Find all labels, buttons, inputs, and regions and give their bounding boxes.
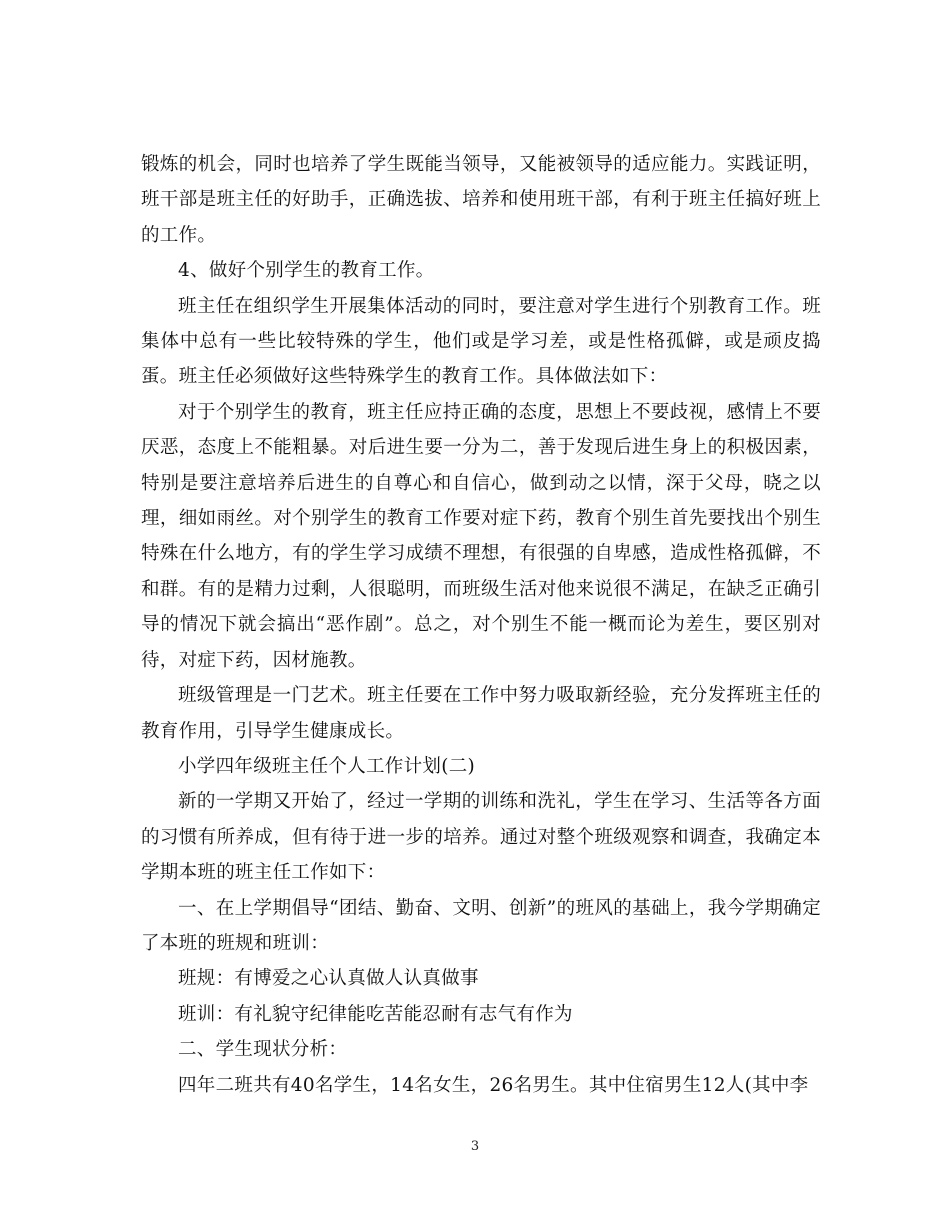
page-number: 3 [470, 1139, 480, 1154]
paragraph: 对于个别学生的教育，班主任应持正确的态度，思想上不要歧视，感情上不要厌恶，态度上不能粗暴。对后进生要一分为二，善于发现后进生身上的积极因素，特别是要注意培养后进生的自尊心和自信心，做到动之以情，深于父母，晓之以理，细如雨丝。对个别学生的教育工作要对症下药，教育个别生首先要找出个别生特殊在什么地方，有的学生学习成绩不理想，有很强的自卑感，造成性格孤僻，不和群。有的是精力过剩，人很聪明，而班级生活对他来说很不满足，在缺乏正确引导的情况下就会搞出“恶作剧”。总之，对个别生不能一概而论为差生，要区别对待，对症下药，因材施教。 [141, 401, 821, 671]
paragraph: 班主任在组织学生开展集体活动的同时，要注意对学生进行个别教育工作。班集体中总有一些比较特殊的学生，他们或是学习差，或是性格孤僻，或是顽皮捣蛋。班主任必须做好这些特殊学生的教育工作。具体做法如下： [141, 295, 821, 388]
paragraph: 班规：有博爱之心认真做人认真做事 [178, 968, 479, 990]
paragraph: 四年二班共有40名学生，14名女生，26名男生。其中住宿男生12人(其中李 [178, 1074, 809, 1096]
paragraph: 新的一学期又开始了，经过一学期的训练和洗礼，学生在学习、生活等各方面的习惯有所养成，但有待于进一步的培养。通过对整个班级观察和调查，我确定本学期本班的班主任工作如下： [141, 791, 821, 884]
paragraph: 一、在上学期倡导“团结、勤奋、文明、创新”的班风的基础上，我今学期确定了本班的班规和班训： [141, 897, 821, 954]
paragraph: 4、做好个别学生的教育工作。 [178, 260, 435, 282]
paragraph: 锻炼的机会，同时也培养了学生既能当领导，又能被领导的适应能力。实践证明，班干部是班主任的好助手，正确选拔、培养和使用班干部，有利于班主任搞好班上的工作。 [141, 154, 821, 246]
paragraph: 班训：有礼貌守纪律能吃苦能忍耐有志气有作为 [178, 1003, 573, 1025]
paragraph: 班级管理是一门艺术。班主任要在工作中努力吸取新经验，充分发挥班主任的教育作用，引导学生健康成长。 [141, 685, 821, 742]
section-heading: 小学四年级班主任个人工作计划(二) [178, 755, 476, 777]
paragraph: 二、学生现状分析： [178, 1039, 348, 1061]
document-body [141, 147, 821, 1103]
